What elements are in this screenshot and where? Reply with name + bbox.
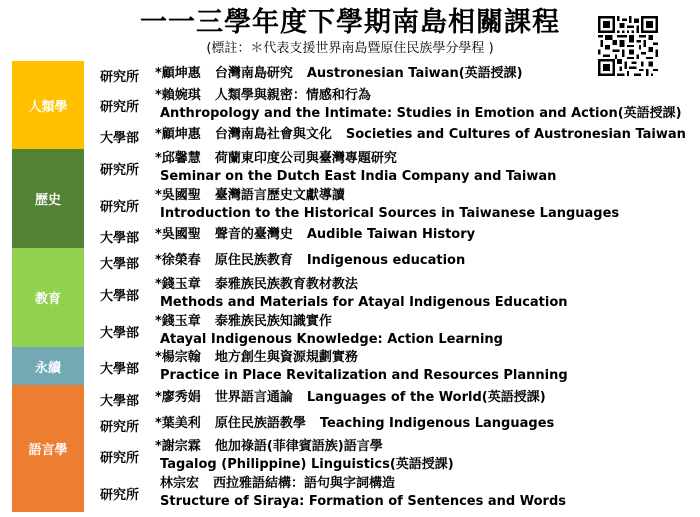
instructor: *顧坤惠: [155, 127, 201, 142]
course-title-en: Practice in Place Revitalization and Resources Planning: [160, 368, 568, 383]
course-title-en: Methods and Materials for Atayal Indigenous Education: [160, 295, 568, 310]
instructor: *邱馨慧: [155, 151, 201, 166]
course-title-zh: 原住民族教育: [214, 253, 293, 268]
course-row: [100, 225, 700, 247]
category-history: 歷史: [12, 149, 84, 248]
course-level: 大學部: [100, 130, 140, 146]
instructor: *謝宗霖: [155, 439, 201, 454]
course-title-zh: 荷蘭東印度公司與臺灣專題研究: [214, 151, 397, 166]
course-title-en: Audible Taiwan History: [306, 227, 476, 242]
course-row: [100, 474, 700, 512]
course-title-en: Atayal Indigenous Knowledge: Action Learning: [160, 332, 503, 347]
course-row: [100, 348, 700, 386]
course-level: 大學部: [100, 361, 140, 377]
course-level: 大學部: [100, 288, 140, 304]
course-title-zh: 泰雅族民族知識實作: [214, 314, 332, 329]
course-title-en: Societies and Cultures of Austronesian Taiwan: [345, 127, 686, 142]
course-title-en: Austronesian Taiwan(英語授課): [306, 66, 523, 81]
course-level: 大學部: [100, 230, 140, 246]
category-linguistics: 語言學: [12, 385, 84, 512]
instructor: *賴婉琪: [155, 88, 201, 103]
course-row: [100, 251, 700, 273]
instructor: *吳國聖: [155, 227, 201, 242]
course-title-en: Tagalog (Philippine) Linguistics(英語授課): [160, 457, 454, 472]
course-title-zh: 聲音的臺灣史: [214, 227, 293, 242]
course-title-zh: 西拉雅語結構：語句與字詞構造: [213, 476, 396, 491]
course-row: [100, 86, 700, 124]
category-education: 教育: [12, 248, 84, 347]
category-sustainability: 永續: [12, 347, 84, 385]
instructor: *徐榮春: [155, 253, 201, 268]
course-level: 研究所: [100, 199, 140, 215]
instructor: *楊宗翰: [155, 350, 201, 365]
course-row: [100, 414, 700, 436]
course-title-en: Anthropology and the Intimate: Studies in Emotion and Action(英語授課): [160, 106, 682, 121]
course-title-zh: 泰雅族民族教育教材教法: [214, 277, 358, 292]
course-row: [100, 125, 700, 147]
course-title-zh: 人類學與親密：情感和行為: [214, 88, 371, 103]
instructor: *錢玉章: [155, 314, 201, 329]
instructor: *葉美利: [155, 416, 201, 431]
category-anthropology: 人類學: [12, 61, 84, 149]
course-title-zh: 臺灣語言歷史文獻導讀: [214, 188, 345, 203]
page-title: 一一三學年度下學期南島相關課程: [140, 7, 560, 38]
course-title-en: Languages of the World(英語授課): [306, 390, 546, 405]
course-title-en: Seminar on the Dutch East India Company and Taiwan: [160, 169, 557, 184]
course-title-en: Structure of Siraya: Formation of Sentences and Words: [160, 494, 566, 509]
course-title-zh: 台灣南島研究: [214, 66, 293, 81]
course-title-zh: 他加祿語(菲律賓語族)語言學: [214, 439, 383, 454]
course-level: 研究所: [100, 487, 140, 503]
course-title-en: Teaching Indigenous Languages: [319, 416, 555, 431]
course-row: [100, 64, 700, 86]
course-title-en: Indigenous education: [306, 253, 466, 268]
course-level: 研究所: [100, 162, 140, 178]
course-row: [100, 388, 700, 410]
course-title-en: Introduction to the Historical Sources in Taiwanese Languages: [160, 206, 620, 221]
instructor: 林宗宏: [160, 476, 200, 491]
course-row: [100, 186, 700, 224]
instructor: *吳國聖: [155, 188, 201, 203]
course-level: 大學部: [100, 393, 140, 409]
course-row: [100, 312, 700, 350]
instructor: *顧坤惠: [155, 66, 201, 81]
course-row: [100, 437, 700, 475]
course-row: [100, 275, 700, 313]
course-level: 研究所: [100, 99, 140, 115]
course-level: 大學部: [100, 256, 140, 272]
course-level: 研究所: [100, 69, 140, 85]
instructor: *錢玉章: [155, 277, 201, 292]
course-level: 研究所: [100, 419, 140, 435]
page-note: (標註：＊代表支援世界南島暨原住民族學分學程 ): [206, 41, 494, 56]
course-title-zh: 世界語言通論: [214, 390, 293, 405]
course-title-zh: 原住民族語教學: [214, 416, 306, 431]
course-level: 大學部: [100, 325, 140, 341]
course-title-zh: 地方創生與資源規劃實務: [214, 350, 358, 365]
course-title-zh: 台灣南島社會與文化: [214, 127, 332, 142]
course-level: 研究所: [100, 450, 140, 466]
instructor: *廖秀娟: [155, 390, 201, 405]
course-row: [100, 149, 700, 187]
